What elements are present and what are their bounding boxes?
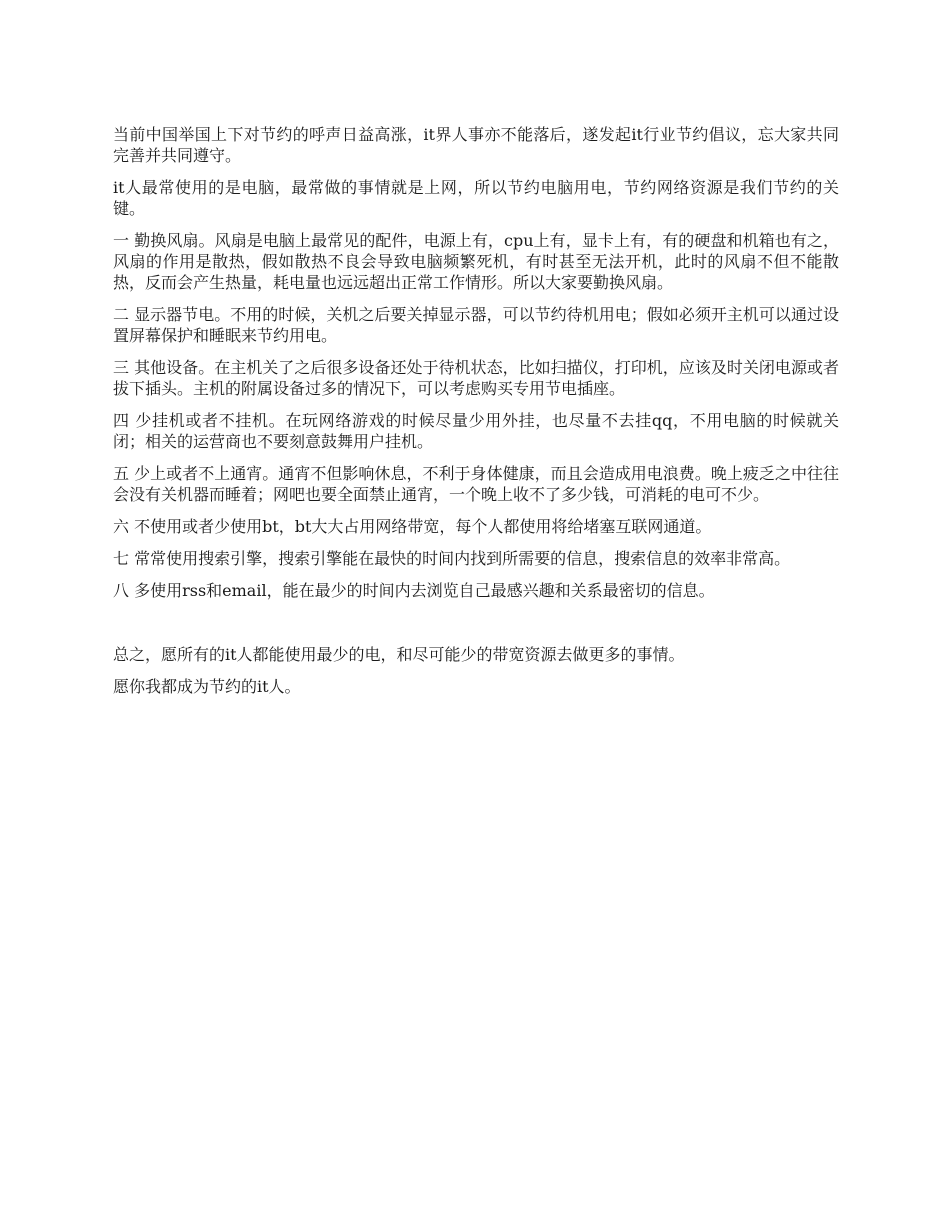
paragraph-intro: 当前中国举国上下对节约的呼声日益高涨，it界人事亦不能落后，遂发起it行业节约倡议，忘大家共同完善并共同遵守。 bbox=[113, 125, 839, 165]
paragraph-item-4-idle: 四 少挂机或者不挂机。在玩网络游戏的时候尽量少用外挂，也尽量不去挂qq，不用电脑的时候就关闭；相关的运营商也不要刻意鼓舞用户挂机。 bbox=[113, 411, 839, 451]
paragraph-item-6-bt: 六 不使用或者少使用bt，bt大大占用网络带宽，每个人都使用将给堵塞互联网通道。 bbox=[113, 517, 712, 536]
paragraph-item-2-monitor: 二 显示器节电。不用的时候，关机之后要关掉显示器，可以节约待机用电；假如必须开主机可以通过设置屏幕保护和睡眠来节约用电。 bbox=[113, 305, 839, 345]
paragraph-conclusion: 总之，愿所有的it人都能使用最少的电，和尽可能少的带宽资源去做更多的事情。 bbox=[113, 645, 685, 664]
section-gap bbox=[113, 612, 839, 644]
paragraph-final-wish: 愿你我都成为节约的it人。 bbox=[113, 677, 301, 696]
paragraph-item-5-overnight: 五 少上或者不上通宵。通宵不但影响休息，不利于身体健康，而且会造成用电浪费。晚上疲乏之中往往会没有关机器而睡着；网吧也要全面禁止通宵，一个晚上收不了多少钱，可消耗的电可不少。 bbox=[113, 464, 839, 504]
document-body bbox=[113, 124, 839, 708]
paragraph-item-8-rss: 八 多使用rss和email，能在最少的时间内去浏览自己最感兴趣和关系最密切的信息。 bbox=[113, 581, 715, 600]
paragraph-item-3-devices: 三 其他设备。在主机关了之后很多设备还处于待机状态，比如扫描仪，打印机，应该及时关闭电源或者拔下插头。主机的附属设备过多的情况下，可以考虑购买专用节电插座。 bbox=[113, 358, 839, 398]
paragraph-key-point: it人最常使用的是电脑，最常做的事情就是上网，所以节约电脑用电，节约网络资源是我们节约的关键。 bbox=[113, 178, 839, 218]
paragraph-item-7-search: 七 常常使用搜索引擎，搜索引擎能在最快的时间内找到所需要的信息，搜索信息的效率非常高。 bbox=[113, 549, 791, 568]
paragraph-item-1-fans: 一 勤换风扇。风扇是电脑上最常见的配件，电源上有，cpu上有，显卡上有，有的硬盘和机箱也有之，风扇的作用是散热，假如散热不良会导致电脑频繁死机，有时甚至无法开机，此时的风扇不但不能散热，反而会产生热量，耗电量也远远超出正常工作情形。所以大家要勤换风扇。 bbox=[113, 231, 839, 292]
